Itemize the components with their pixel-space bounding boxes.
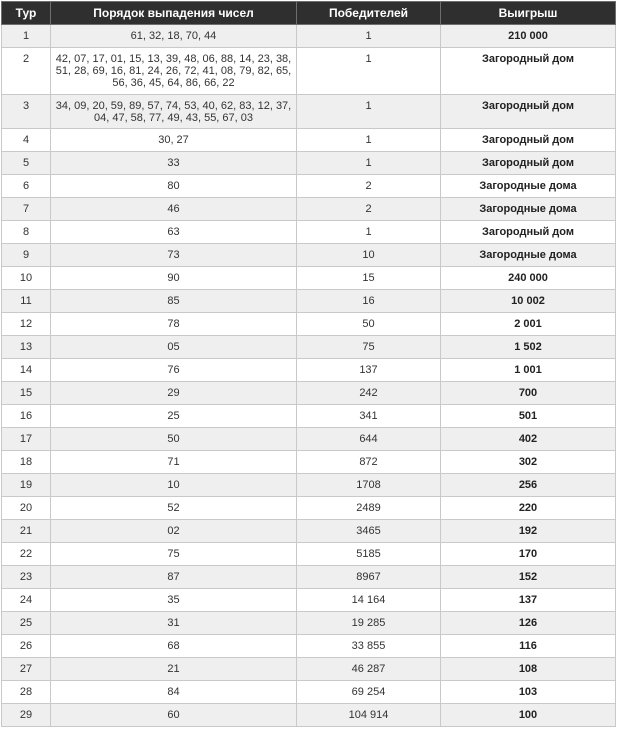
cell-prize: Загородный дом [441,221,616,244]
cell-winners: 1 [297,152,441,175]
cell-winners: 644 [297,428,441,451]
table-row [2,681,616,704]
header-winners: Победителей [297,2,441,25]
cell-sequence: 90 [51,267,297,290]
table-row [2,198,616,221]
cell-sequence: 87 [51,566,297,589]
table-header-row [2,2,616,25]
cell-winners: 2 [297,175,441,198]
table-row [2,566,616,589]
cell-sequence: 33 [51,152,297,175]
cell-tour: 6 [2,175,51,198]
table-body [2,25,616,727]
cell-prize: Загородные дома [441,244,616,267]
cell-winners: 1708 [297,474,441,497]
cell-sequence: 29 [51,382,297,405]
cell-winners: 8967 [297,566,441,589]
cell-sequence: 76 [51,359,297,382]
cell-prize: 192 [441,520,616,543]
cell-prize: 103 [441,681,616,704]
cell-tour: 22 [2,543,51,566]
cell-winners: 5185 [297,543,441,566]
cell-prize: 220 [441,497,616,520]
table-row [2,451,616,474]
table-row [2,382,616,405]
cell-tour: 4 [2,129,51,152]
cell-prize: Загородный дом [441,129,616,152]
cell-prize: 700 [441,382,616,405]
table-row [2,405,616,428]
cell-prize: Загородный дом [441,48,616,95]
cell-winners: 2489 [297,497,441,520]
cell-winners: 3465 [297,520,441,543]
cell-tour: 5 [2,152,51,175]
cell-winners: 69 254 [297,681,441,704]
table-row [2,589,616,612]
cell-sequence: 35 [51,589,297,612]
cell-winners: 16 [297,290,441,313]
table-row [2,175,616,198]
table-row [2,612,616,635]
cell-prize: 108 [441,658,616,681]
cell-winners: 10 [297,244,441,267]
cell-sequence: 63 [51,221,297,244]
table-row [2,313,616,336]
table-row [2,336,616,359]
cell-sequence: 84 [51,681,297,704]
header-prize: Выигрыш [441,2,616,25]
cell-sequence: 05 [51,336,297,359]
cell-winners: 104 914 [297,704,441,727]
cell-winners: 872 [297,451,441,474]
table-row [2,658,616,681]
cell-sequence: 21 [51,658,297,681]
table-row [2,474,616,497]
cell-tour: 18 [2,451,51,474]
cell-sequence: 71 [51,451,297,474]
cell-sequence: 34, 09, 20, 59, 89, 57, 74, 53, 40, 62, 83, 12, 37, 04, 47, 58, 77, 49, 43, 55, 67, 03 [51,95,297,129]
cell-prize: 402 [441,428,616,451]
cell-sequence: 78 [51,313,297,336]
table-row [2,290,616,313]
table-row [2,543,616,566]
table-row [2,497,616,520]
cell-tour: 16 [2,405,51,428]
cell-sequence: 42, 07, 17, 01, 15, 13, 39, 48, 06, 88, 14, 23, 38, 51, 28, 69, 16, 81, 24, 26, 72, 41, 08, 79, 82, 65, 56, 36, 45, 64, 86, 66, 22 [51,48,297,95]
cell-sequence: 60 [51,704,297,727]
cell-prize: 100 [441,704,616,727]
cell-prize: 10 002 [441,290,616,313]
table-row [2,244,616,267]
table-row [2,129,616,152]
cell-tour: 14 [2,359,51,382]
cell-prize: Загородные дома [441,198,616,221]
cell-prize: 256 [441,474,616,497]
cell-tour: 11 [2,290,51,313]
cell-winners: 46 287 [297,658,441,681]
table-row [2,635,616,658]
table-row [2,221,616,244]
table-row [2,359,616,382]
table-row [2,704,616,727]
cell-sequence: 85 [51,290,297,313]
cell-tour: 28 [2,681,51,704]
table-row [2,152,616,175]
cell-prize: 170 [441,543,616,566]
cell-tour: 15 [2,382,51,405]
cell-tour: 7 [2,198,51,221]
cell-tour: 1 [2,25,51,48]
cell-tour: 24 [2,589,51,612]
cell-prize: 240 000 [441,267,616,290]
cell-prize: 210 000 [441,25,616,48]
cell-winners: 1 [297,25,441,48]
cell-winners: 1 [297,221,441,244]
cell-prize: Загородный дом [441,95,616,129]
table-row [2,95,616,129]
cell-tour: 25 [2,612,51,635]
cell-winners: 1 [297,95,441,129]
cell-winners: 50 [297,313,441,336]
cell-tour: 8 [2,221,51,244]
cell-tour: 3 [2,95,51,129]
cell-prize: 501 [441,405,616,428]
cell-winners: 137 [297,359,441,382]
cell-winners: 1 [297,129,441,152]
cell-prize: 137 [441,589,616,612]
cell-sequence: 61, 32, 18, 70, 44 [51,25,297,48]
cell-prize: 2 001 [441,313,616,336]
cell-tour: 29 [2,704,51,727]
cell-winners: 33 855 [297,635,441,658]
cell-winners: 15 [297,267,441,290]
cell-prize: 152 [441,566,616,589]
cell-winners: 341 [297,405,441,428]
cell-tour: 20 [2,497,51,520]
table-row [2,520,616,543]
cell-tour: 10 [2,267,51,290]
cell-winners: 1 [297,48,441,95]
cell-sequence: 52 [51,497,297,520]
cell-sequence: 73 [51,244,297,267]
cell-winners: 75 [297,336,441,359]
cell-tour: 17 [2,428,51,451]
cell-tour: 27 [2,658,51,681]
cell-prize: 302 [441,451,616,474]
cell-sequence: 50 [51,428,297,451]
cell-winners: 242 [297,382,441,405]
cell-tour: 19 [2,474,51,497]
header-tour: Тур [2,2,51,25]
cell-sequence: 80 [51,175,297,198]
cell-prize: 126 [441,612,616,635]
cell-sequence: 02 [51,520,297,543]
table-row [2,267,616,290]
cell-winners: 19 285 [297,612,441,635]
cell-prize: 1 001 [441,359,616,382]
cell-tour: 26 [2,635,51,658]
cell-sequence: 31 [51,612,297,635]
cell-sequence: 10 [51,474,297,497]
cell-sequence: 30, 27 [51,129,297,152]
cell-tour: 23 [2,566,51,589]
cell-sequence: 25 [51,405,297,428]
cell-tour: 9 [2,244,51,267]
cell-tour: 13 [2,336,51,359]
lottery-results-table [1,1,616,727]
table-row [2,48,616,95]
cell-prize: 1 502 [441,336,616,359]
cell-prize: Загородный дом [441,152,616,175]
cell-tour: 2 [2,48,51,95]
cell-tour: 21 [2,520,51,543]
cell-sequence: 68 [51,635,297,658]
table-row [2,25,616,48]
cell-sequence: 46 [51,198,297,221]
cell-tour: 12 [2,313,51,336]
cell-winners: 2 [297,198,441,221]
cell-prize: 116 [441,635,616,658]
header-sequence: Порядок выпадения чисел [51,2,297,25]
cell-prize: Загородные дома [441,175,616,198]
cell-sequence: 75 [51,543,297,566]
cell-winners: 14 164 [297,589,441,612]
table-row [2,428,616,451]
